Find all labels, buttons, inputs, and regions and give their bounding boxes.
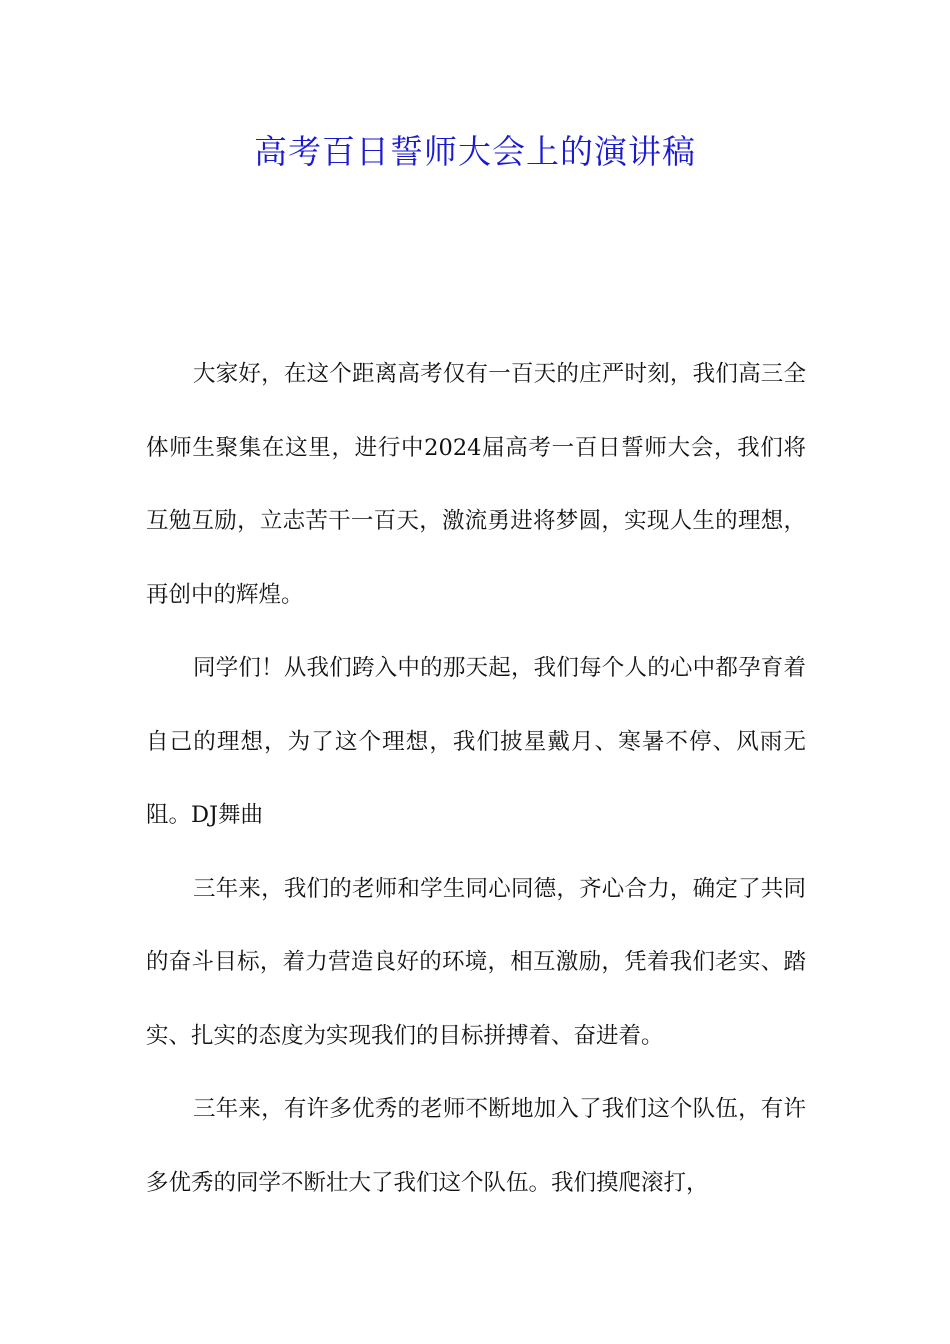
document-title: 高考百日誓师大会上的演讲稿 [254,132,696,171]
paragraph: 三年来，我们的老师和学生同心同德，齐心合力，确定了共同的奋斗目标，着力营造良好的环境，相互激励，凭着我们老实、踏实、扎实的态度为实现我们的目标拼搏着、奋进着。 [146,875,806,1049]
paragraph: 三年来，有许多优秀的老师不断地加入了我们这个队伍，有许多优秀的同学不断壮大了我们这个队伍。我们摸爬滚打， [146,1096,806,1196]
paragraph: 同学们！从我们跨入中的那天起，我们每个人的心中都孕育着自己的理想，为了这个理想，我们披星戴月、寒暑不停、风雨无阻。DJ舞曲 [146,655,806,828]
document-body [146,338,806,1220]
paragraph: 大家好，在这个距离高考仅有一百天的庄严时刻，我们高三全体师生聚集在这里，进行中2024届高考一百日誓师大会，我们将互勉互励，立志苦干一百天，激流勇进将梦圆，实现人生的理想，再创中的辉煌。 [146,361,806,608]
